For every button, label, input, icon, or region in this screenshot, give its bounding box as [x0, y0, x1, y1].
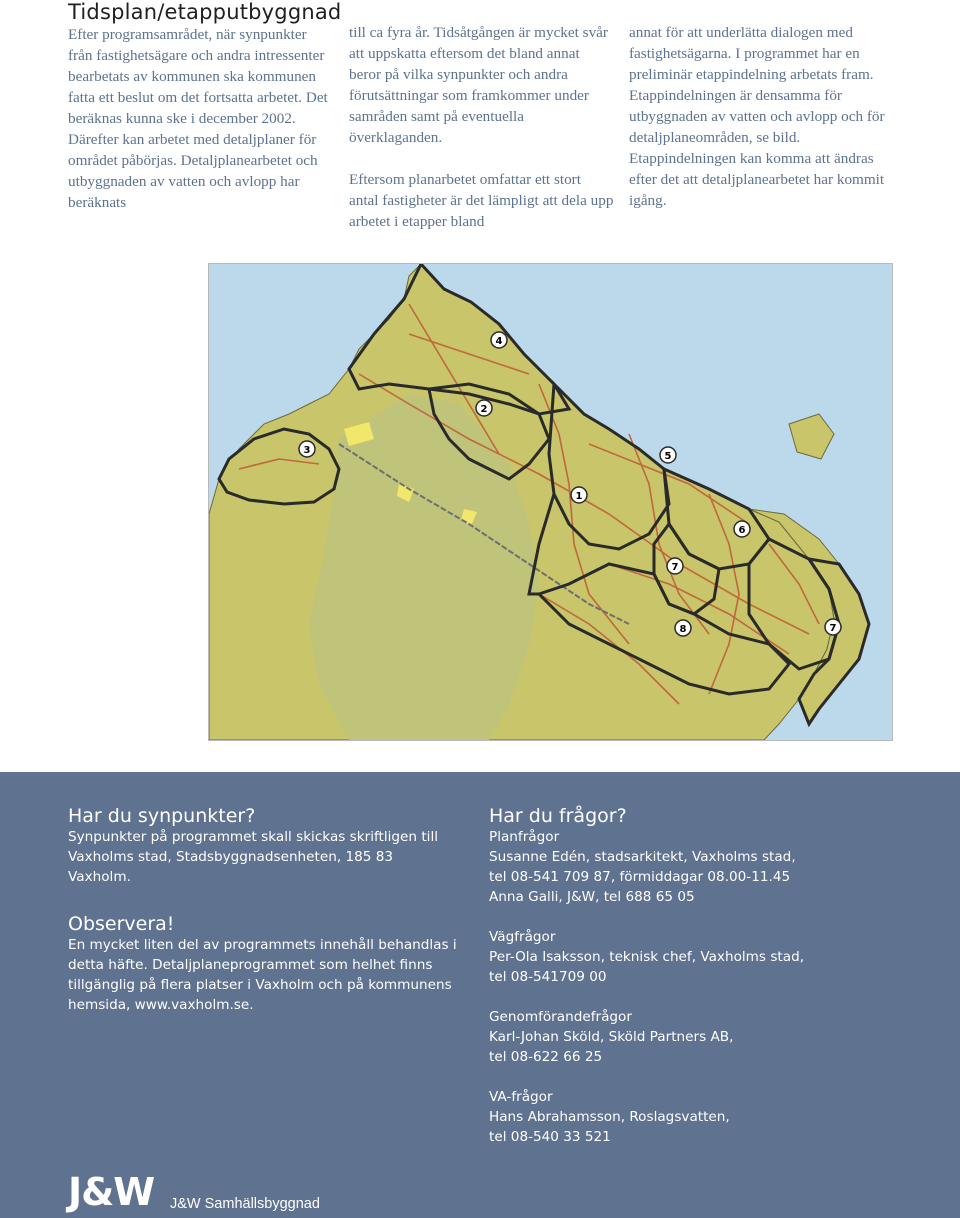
- company-name: J&W Samhällsbyggnad: [170, 1196, 320, 1212]
- genom-contact: tel 08-622 66 25: [489, 1049, 603, 1065]
- stage-label-7: 7: [829, 623, 837, 634]
- synpunkter-heading: Har du synpunkter?: [68, 805, 256, 827]
- paragraph: Eftersom planarbetet omfattar ett stort antal fastigheter är det lämpligt att dela upp arbetet i etapper bland: [349, 171, 614, 230]
- va-contact: Hans Abrahamsson, Roslagsvatten,: [489, 1109, 730, 1125]
- info-right: [489, 805, 869, 1147]
- info-left: [68, 805, 458, 1015]
- fragor-heading: Har du frågor?: [489, 805, 627, 827]
- text-column-2: [349, 22, 614, 253]
- info-panel: [0, 772, 960, 1218]
- plan-contact: tel 08-541 709 87, förmiddagar 08.00-11.45: [489, 869, 791, 885]
- page-title: Tidsplan/etapputbyggnad: [68, 0, 342, 24]
- vag-contact: tel 08-541709 00: [489, 969, 607, 985]
- stage-map: [208, 263, 893, 741]
- stage-label-6: 6: [738, 525, 746, 536]
- stage-label-3: 3: [303, 445, 311, 456]
- text-column-3: [629, 22, 894, 232]
- stage-label-7: 7: [671, 562, 679, 573]
- stage-label-5: 5: [664, 451, 672, 462]
- plan-contact: Susanne Edén, stadsarkitekt, Vaxholms stad,: [489, 849, 796, 865]
- paragraph: annat för att underlätta dialogen med fastighetsägarna. I programmet har en preliminär etappindelning arbetats fram. Etappindelningen är densamma för utbyggnaden av vatten och avlopp och för detaljplaneområden, se bild. Etappindelningen kan komma att ändras efter det att detaljplanearbetet har kommit igång.: [629, 24, 885, 209]
- va-label: VA-frågor: [489, 1089, 553, 1105]
- plan-contact: Anna Galli, J&W, tel 688 65 05: [489, 889, 695, 905]
- text-column-1: [68, 24, 333, 234]
- genom-contact: Karl-Johan Sköld, Sköld Partners AB,: [489, 1029, 734, 1045]
- company-logo: J&W: [68, 1170, 155, 1214]
- stage-label-4: 4: [495, 336, 503, 347]
- stage-label-1: 1: [575, 491, 583, 502]
- observera-text: En mycket liten del av programmets innehåll behandlas i detta häfte. Detaljplaneprogrammet som helhet finns tillgänglig på flera platser i Vaxholm och på kommunens hemsida, www.vaxholm.se.: [68, 937, 457, 1013]
- stage-map-svg: [209, 264, 892, 740]
- stage-label-8: 8: [679, 624, 687, 635]
- plan-label: Planfrågor: [489, 829, 560, 845]
- vag-contact: Per-Ola Isaksson, teknisk chef, Vaxholms stad,: [489, 949, 805, 965]
- paragraph: till ca fyra år. Tidsåtgången är mycket svår att uppskatta eftersom det bland annat beror på vilka synpunkter och andra förutsättningar som framkommer under samråden samt på eventuella överklaganden.: [349, 24, 608, 146]
- va-contact: tel 08-540 33 521: [489, 1129, 611, 1145]
- vag-label: Vägfrågor: [489, 929, 556, 945]
- genom-label: Genomförandefrågor: [489, 1009, 632, 1025]
- synpunkter-text: Synpunkter på programmet skall skickas skriftligen till Vaxholms stad, Stadsbyggnadsenheten, 185 83 Vaxholm.: [68, 829, 439, 885]
- stage-label-2: 2: [480, 404, 488, 415]
- observera-heading: Observera!: [68, 913, 175, 935]
- paragraph: Efter programsamrådet, när synpunkter från fastighetsägare och andra intressenter bearbetats av kommunen ska kommunen fatta ett beslut om det fortsatta arbetet. Det beräknas kunna ske i december 2002. Därefter kan arbetet med detaljplaner för området påbörjas. Detaljplanearbetet och utbyggnaden av vatten och avlopp har beräknats: [68, 26, 328, 211]
